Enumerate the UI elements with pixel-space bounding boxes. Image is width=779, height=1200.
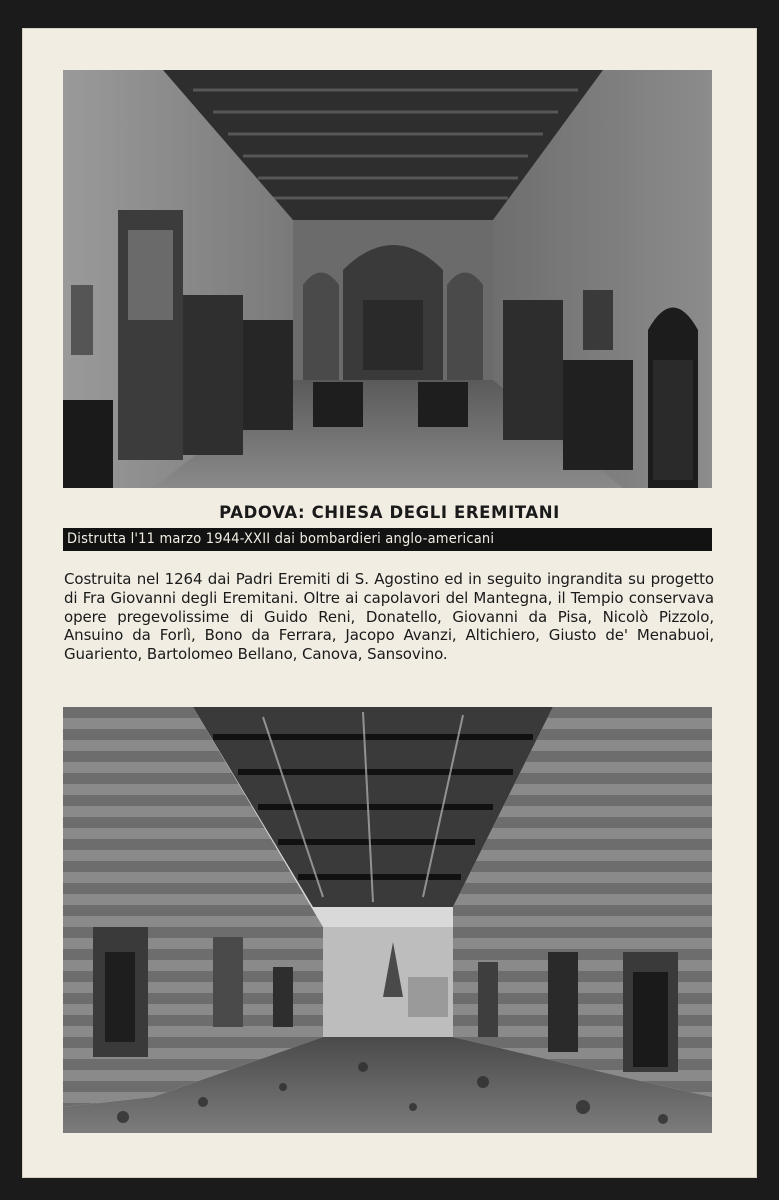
postcard-title: PADOVA: CHIESA DEGLI EREMITANI (219, 503, 560, 522)
photo-church-interior-before (63, 70, 712, 488)
destruction-banner: Distrutta l'11 marzo 1944-XXII dai bombardieri anglo-americani (63, 528, 712, 551)
postcard (22, 28, 757, 1178)
photo-church-interior-destroyed (63, 707, 712, 1133)
description-text: Costruita nel 1264 dai Padri Eremiti di S. Agostino ed in seguito ingrandita su progetto di Fra Giovanni degli Eremitani. Oltre ai capolavori del Mantegna, il Tempio conservava opere pregevolissime di Guido Reni, Donatello, Giovanni da Pisa, Nicolò Pizzolo, Ansuino da Forlì, Bono da Ferrara, Jacopo Avanzi, Altichiero, Giusto de' Menabuoi, Guariento, Bartolomeo Bellano, Canova, Sansovino. (64, 570, 714, 664)
